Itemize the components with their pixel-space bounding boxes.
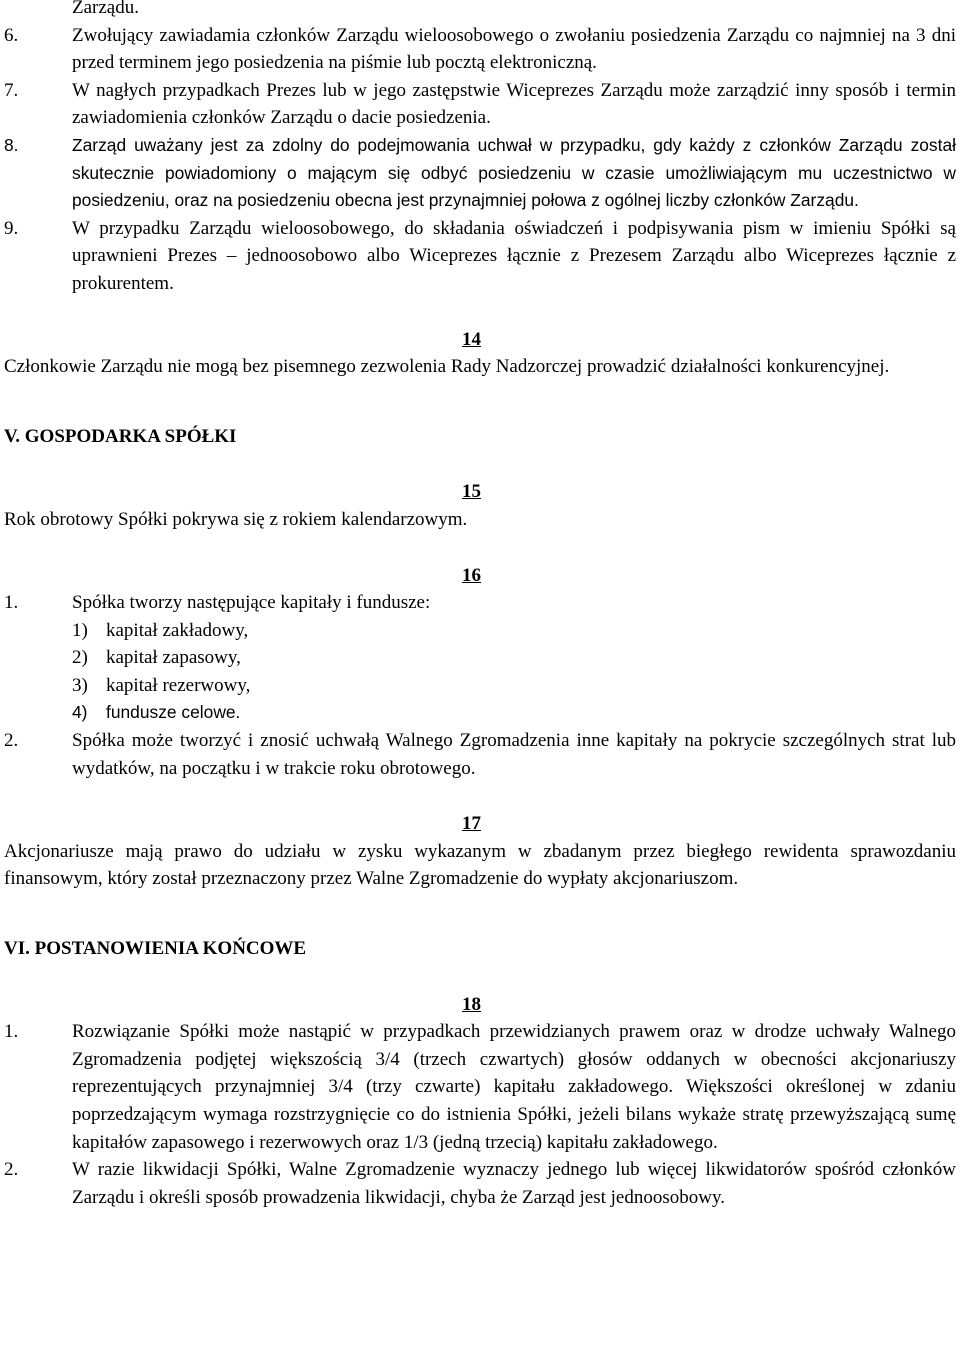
item-text: Spółka tworzy następujące kapitały i fundusze: — [72, 592, 431, 614]
item-text: W razie likwidacji Spółki, Walne Zgromadzenie wyznaczy jednego lub więcej likwidatorów spośród członków Zarządu i określi sposób prowadzenia likwidacji, chyba że Zarząd jest jednoosobowy. — [72, 1159, 956, 1208]
item-number: 8. — [4, 134, 19, 155]
section-18-heading: 18 — [462, 993, 481, 1015]
item-number: 1. — [4, 592, 19, 614]
s13-item-8 — [4, 132, 956, 215]
s16-item-2 — [4, 727, 956, 782]
chapter-6-title: VI. POSTANOWIENIA KOŃCOWE — [4, 938, 307, 960]
subitem-number: 2) — [72, 647, 88, 669]
s16-subitem-3 — [4, 672, 956, 700]
section-14-heading: 14 — [462, 328, 481, 350]
s18-item-2 — [4, 1156, 956, 1211]
item-number: 6. — [4, 24, 19, 46]
subitem-number: 4) — [72, 702, 88, 723]
section-17-text: Akcjonariusze mają prawo do udziału w zysku wykazanym w zbadanym przez biegłego rewidenta sprawozdaniu finansowym, który został przeznaczony przez Walne Zgromadzenie do wypłaty akcjonariuszom. — [4, 840, 956, 890]
s16-item-1 — [4, 589, 956, 617]
section-17-heading: 17 — [462, 813, 481, 835]
item-text: W nagłych przypadkach Prezes lub w jego zastępstwie Wiceprezes Zarządu może zarządzić inny sposób i termin zawiadomienia członków Zarządu o dacie posiedzenia. — [72, 79, 956, 129]
subitem-text: fundusze celowe. — [106, 702, 241, 723]
item-number: 2. — [4, 1159, 19, 1181]
item-text: W przypadku Zarządu wieloosobowego, do składania oświadczeń i podpisywania pism w imieniu Spółki są uprawnieni Prezes – jednoosobowo albo Wiceprezes łącznie z Prezesem Zarządu albo Wiceprezes łącznie z prokurentem. — [72, 217, 956, 294]
s13-item-6 — [4, 22, 956, 77]
section-16-heading: 16 — [462, 564, 481, 586]
s13-item-9 — [4, 215, 956, 298]
item-text: Spółka może tworzyć i znosić uchwałą Walnego Zgromadzenia inne kapitały na pokrycie szczególnych strat lub wydatków, na początku i w trakcie roku obrotowego. — [72, 730, 956, 779]
item-number: 7. — [4, 79, 19, 101]
subitem-text: kapitał zakładowy, — [106, 619, 249, 641]
document-page — [4, 0, 956, 1211]
section-14-text: Członkowie Zarządu nie mogą bez pisemnego zezwolenia Rady Nadzorczej prowadzić działalności konkurencyjnej. — [4, 356, 890, 378]
top-fragment: Zarządu. — [72, 0, 139, 18]
subitem-text: kapitał zapasowy, — [106, 647, 241, 669]
section-15-text: Rok obrotowy Spółki pokrywa się z rokiem kalendarzowym. — [4, 508, 468, 530]
s16-subitem-1 — [4, 617, 956, 645]
s18-item-1 — [4, 1018, 956, 1156]
s16-subitem-4 — [4, 699, 956, 727]
subitem-text: kapitał rezerwowy, — [106, 674, 251, 696]
subitem-number: 1) — [72, 619, 88, 641]
item-number: 9. — [4, 217, 19, 239]
s16-subitem-2 — [4, 644, 956, 672]
item-number: 2. — [4, 730, 19, 752]
s13-item-7 — [4, 77, 956, 132]
item-number: 1. — [4, 1021, 19, 1043]
chapter-5-title: V. GOSPODARKA SPÓŁKI — [4, 425, 237, 447]
item-text: Rozwiązanie Spółki może nastąpić w przypadkach przewidzianych prawem oraz w drodze uchwały Walnego Zgromadzenia podjętej większością 3/4 (trzech czwartych) głosów oddanych w obecności akcjonariuszy reprezentujących przynajmniej 3/4 (trzy czwarte) kapitału zakładowego. Większości określonej w zdaniu poprzedzającym wymaga rozstrzygnięcie co do istnienia Spółki, jeżeli bilans wykaże stratę przewyższającą sumę kapitałów zapasowego i rezerwowych oraz 1/3 (jedną trzecią) kapitału zakładowego. — [72, 1021, 956, 1153]
subitem-number: 3) — [72, 674, 88, 696]
section-15-heading: 15 — [462, 481, 481, 503]
item-text: Zarząd uważany jest za zdolny do podejmowania uchwał w przypadku, gdy każdy z członków Zarządu został skutecznie powiadomiony o mającym się odbyć posiedzeniu w czasie umożliwiającym mu uczestnictwo w posiedzeniu, oraz na posiedzeniu obecna jest przynajmniej połowa z ogólnej liczby członków Zarządu. — [72, 134, 956, 211]
item-text: Zwołujący zawiadamia członków Zarządu wieloosobowego o zwołaniu posiedzenia Zarządu co najmniej na 3 dni przed terminem jego posiedzenia na piśmie lub pocztą elektroniczną. — [72, 24, 956, 74]
